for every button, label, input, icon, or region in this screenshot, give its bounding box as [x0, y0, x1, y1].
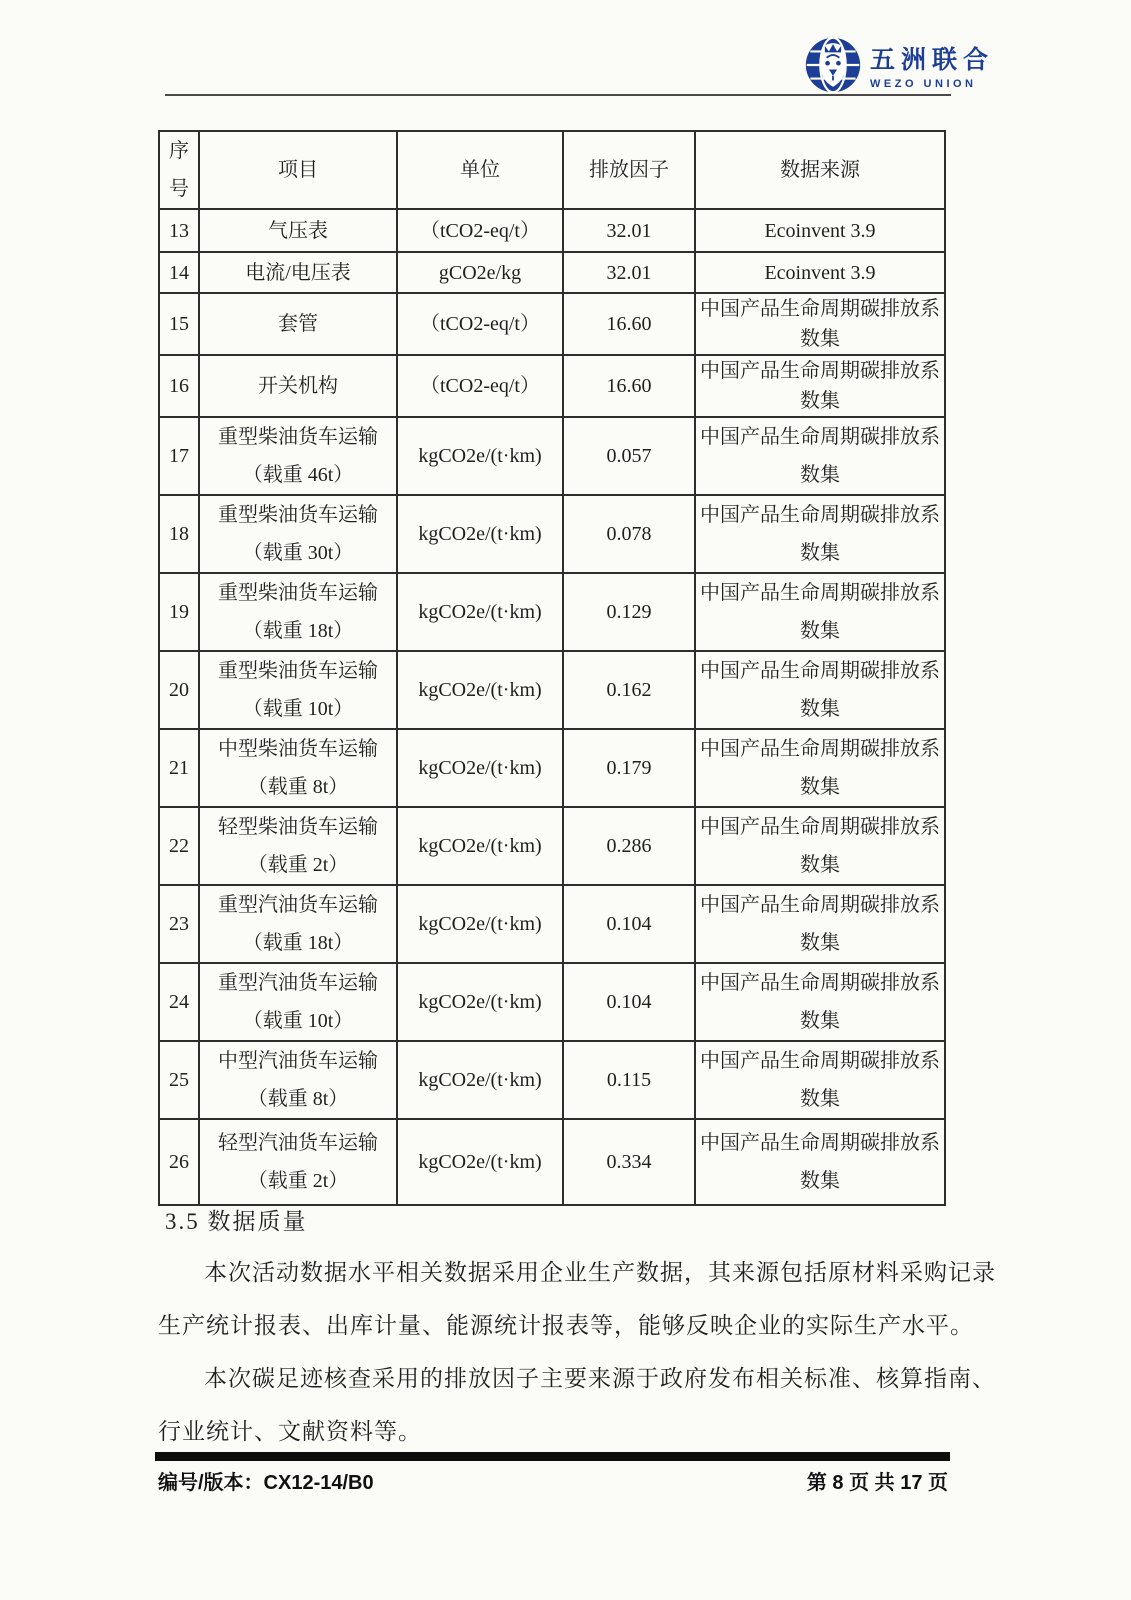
- body-text: [158, 1246, 996, 1458]
- cell-source: 中国产品生命周期碳排放系数集: [695, 293, 945, 355]
- cell-unit: （tCO2-eq/t）: [397, 293, 563, 355]
- cell-source: 中国产品生命周期碳排放系数集: [695, 885, 945, 963]
- cell-no: 21: [159, 729, 199, 807]
- logo-name-zh: 五洲联合: [870, 46, 995, 74]
- cell-item: 套管: [199, 293, 397, 355]
- header-item: 项目: [199, 131, 397, 209]
- cell-factor: 0.286: [563, 807, 695, 885]
- header-factor: 排放因子: [563, 131, 695, 209]
- cell-no: 25: [159, 1041, 199, 1119]
- table-header-row: [159, 131, 945, 209]
- cell-no: 26: [159, 1119, 199, 1205]
- company-logo: [804, 36, 994, 94]
- table-row: [159, 807, 945, 885]
- cell-source: Ecoinvent 3.9: [695, 252, 945, 293]
- cell-item: 重型柴油货车运输 （载重 30t）: [199, 495, 397, 573]
- cell-unit: kgCO2e/(t·km): [397, 573, 563, 651]
- table-row: [159, 1119, 945, 1205]
- table-row: [159, 209, 945, 252]
- cell-item: 重型柴油货车运输 （载重 46t）: [199, 417, 397, 495]
- cell-factor: 0.129: [563, 573, 695, 651]
- cell-no: 16: [159, 355, 199, 417]
- cell-no: 13: [159, 209, 199, 252]
- cell-factor: 0.078: [563, 495, 695, 573]
- table-row: [159, 729, 945, 807]
- table-row: [159, 963, 945, 1041]
- cell-no: 23: [159, 885, 199, 963]
- footer-doc-number: 编号/版本：CX12-14/B0: [158, 1472, 374, 1494]
- page-footer: [158, 1466, 948, 1495]
- cell-source: 中国产品生命周期碳排放系数集: [695, 355, 945, 417]
- footer-divider: [155, 1452, 950, 1461]
- paragraph-line: 本次活动数据水平相关数据采用企业生产数据，其来源包括原材料采购记录: [204, 1260, 996, 1285]
- cell-no: 19: [159, 573, 199, 651]
- emission-factor-table: [158, 130, 946, 1206]
- table-row: [159, 651, 945, 729]
- table-row: [159, 293, 945, 355]
- paragraph-line: 本次碳足迹核查采用的排放因子主要来源于政府发布相关标准、核算指南、: [204, 1366, 996, 1391]
- cell-factor: 0.334: [563, 1119, 695, 1205]
- cell-no: 22: [159, 807, 199, 885]
- table-row: [159, 1041, 945, 1119]
- cell-unit: kgCO2e/(t·km): [397, 807, 563, 885]
- table-row: [159, 417, 945, 495]
- cell-no: 14: [159, 252, 199, 293]
- cell-unit: （tCO2-eq/t）: [397, 209, 563, 252]
- table-row: [159, 885, 945, 963]
- cell-unit: kgCO2e/(t·km): [397, 417, 563, 495]
- cell-unit: kgCO2e/(t·km): [397, 963, 563, 1041]
- table-row: [159, 495, 945, 573]
- cell-source: 中国产品生命周期碳排放系数集: [695, 573, 945, 651]
- header-source: 数据来源: [695, 131, 945, 209]
- cell-no: 15: [159, 293, 199, 355]
- cell-factor: 0.179: [563, 729, 695, 807]
- cell-item: 气压表: [199, 209, 397, 252]
- cell-factor: 0.115: [563, 1041, 695, 1119]
- cell-unit: kgCO2e/(t·km): [397, 729, 563, 807]
- table-row: [159, 355, 945, 417]
- table-row: [159, 573, 945, 651]
- cell-source: 中国产品生命周期碳排放系数集: [695, 807, 945, 885]
- cell-item: 中型柴油货车运输 （载重 8t）: [199, 729, 397, 807]
- cell-unit: kgCO2e/(t·km): [397, 651, 563, 729]
- cell-source: 中国产品生命周期碳排放系数集: [695, 1041, 945, 1119]
- cell-unit: kgCO2e/(t·km): [397, 885, 563, 963]
- cell-source: 中国产品生命周期碳排放系数集: [695, 417, 945, 495]
- cell-source: Ecoinvent 3.9: [695, 209, 945, 252]
- cell-factor: 0.104: [563, 963, 695, 1041]
- cell-no: 17: [159, 417, 199, 495]
- cell-item: 重型柴油货车运输 （载重 18t）: [199, 573, 397, 651]
- cell-item: 电流/电压表: [199, 252, 397, 293]
- header-no: 序号: [159, 131, 199, 209]
- cell-item: 轻型汽油货车运输 （载重 2t）: [199, 1119, 397, 1205]
- section-heading: 3.5 数据质量: [165, 1209, 308, 1234]
- cell-source: 中国产品生命周期碳排放系数集: [695, 963, 945, 1041]
- cell-source: 中国产品生命周期碳排放系数集: [695, 495, 945, 573]
- cell-factor: 16.60: [563, 293, 695, 355]
- cell-no: 18: [159, 495, 199, 573]
- paragraph-line: 生产统计报表、出库计量、能源统计报表等，能够反映企业的实际生产水平。: [158, 1313, 974, 1338]
- cell-source: 中国产品生命周期碳排放系数集: [695, 1119, 945, 1205]
- globe-lion-icon: [804, 36, 862, 94]
- logo-name-en: WEZO UNION: [870, 78, 977, 90]
- cell-no: 20: [159, 651, 199, 729]
- cell-item: 重型汽油货车运输 （载重 10t）: [199, 963, 397, 1041]
- cell-unit: kgCO2e/(t·km): [397, 1119, 563, 1205]
- cell-factor: 32.01: [563, 209, 695, 252]
- cell-factor: 32.01: [563, 252, 695, 293]
- cell-item: 中型汽油货车运输 （载重 8t）: [199, 1041, 397, 1119]
- header-divider: [165, 94, 951, 96]
- cell-factor: 0.104: [563, 885, 695, 963]
- cell-factor: 0.162: [563, 651, 695, 729]
- cell-item: 轻型柴油货车运输 （载重 2t）: [199, 807, 397, 885]
- cell-item: 开关机构: [199, 355, 397, 417]
- header-unit: 单位: [397, 131, 563, 209]
- table-row: [159, 252, 945, 293]
- cell-unit: kgCO2e/(t·km): [397, 1041, 563, 1119]
- cell-source: 中国产品生命周期碳排放系数集: [695, 729, 945, 807]
- cell-item: 重型汽油货车运输 （载重 18t）: [199, 885, 397, 963]
- footer-page-number: 第 8 页 共 17 页: [806, 1472, 948, 1494]
- cell-unit: gCO2e/kg: [397, 252, 563, 293]
- cell-unit: kgCO2e/(t·km): [397, 495, 563, 573]
- cell-no: 24: [159, 963, 199, 1041]
- cell-factor: 0.057: [563, 417, 695, 495]
- cell-factor: 16.60: [563, 355, 695, 417]
- cell-source: 中国产品生命周期碳排放系数集: [695, 651, 945, 729]
- paragraph-line: 行业统计、文献资料等。: [158, 1419, 422, 1444]
- cell-item: 重型柴油货车运输 （载重 10t）: [199, 651, 397, 729]
- cell-unit: （tCO2-eq/t）: [397, 355, 563, 417]
